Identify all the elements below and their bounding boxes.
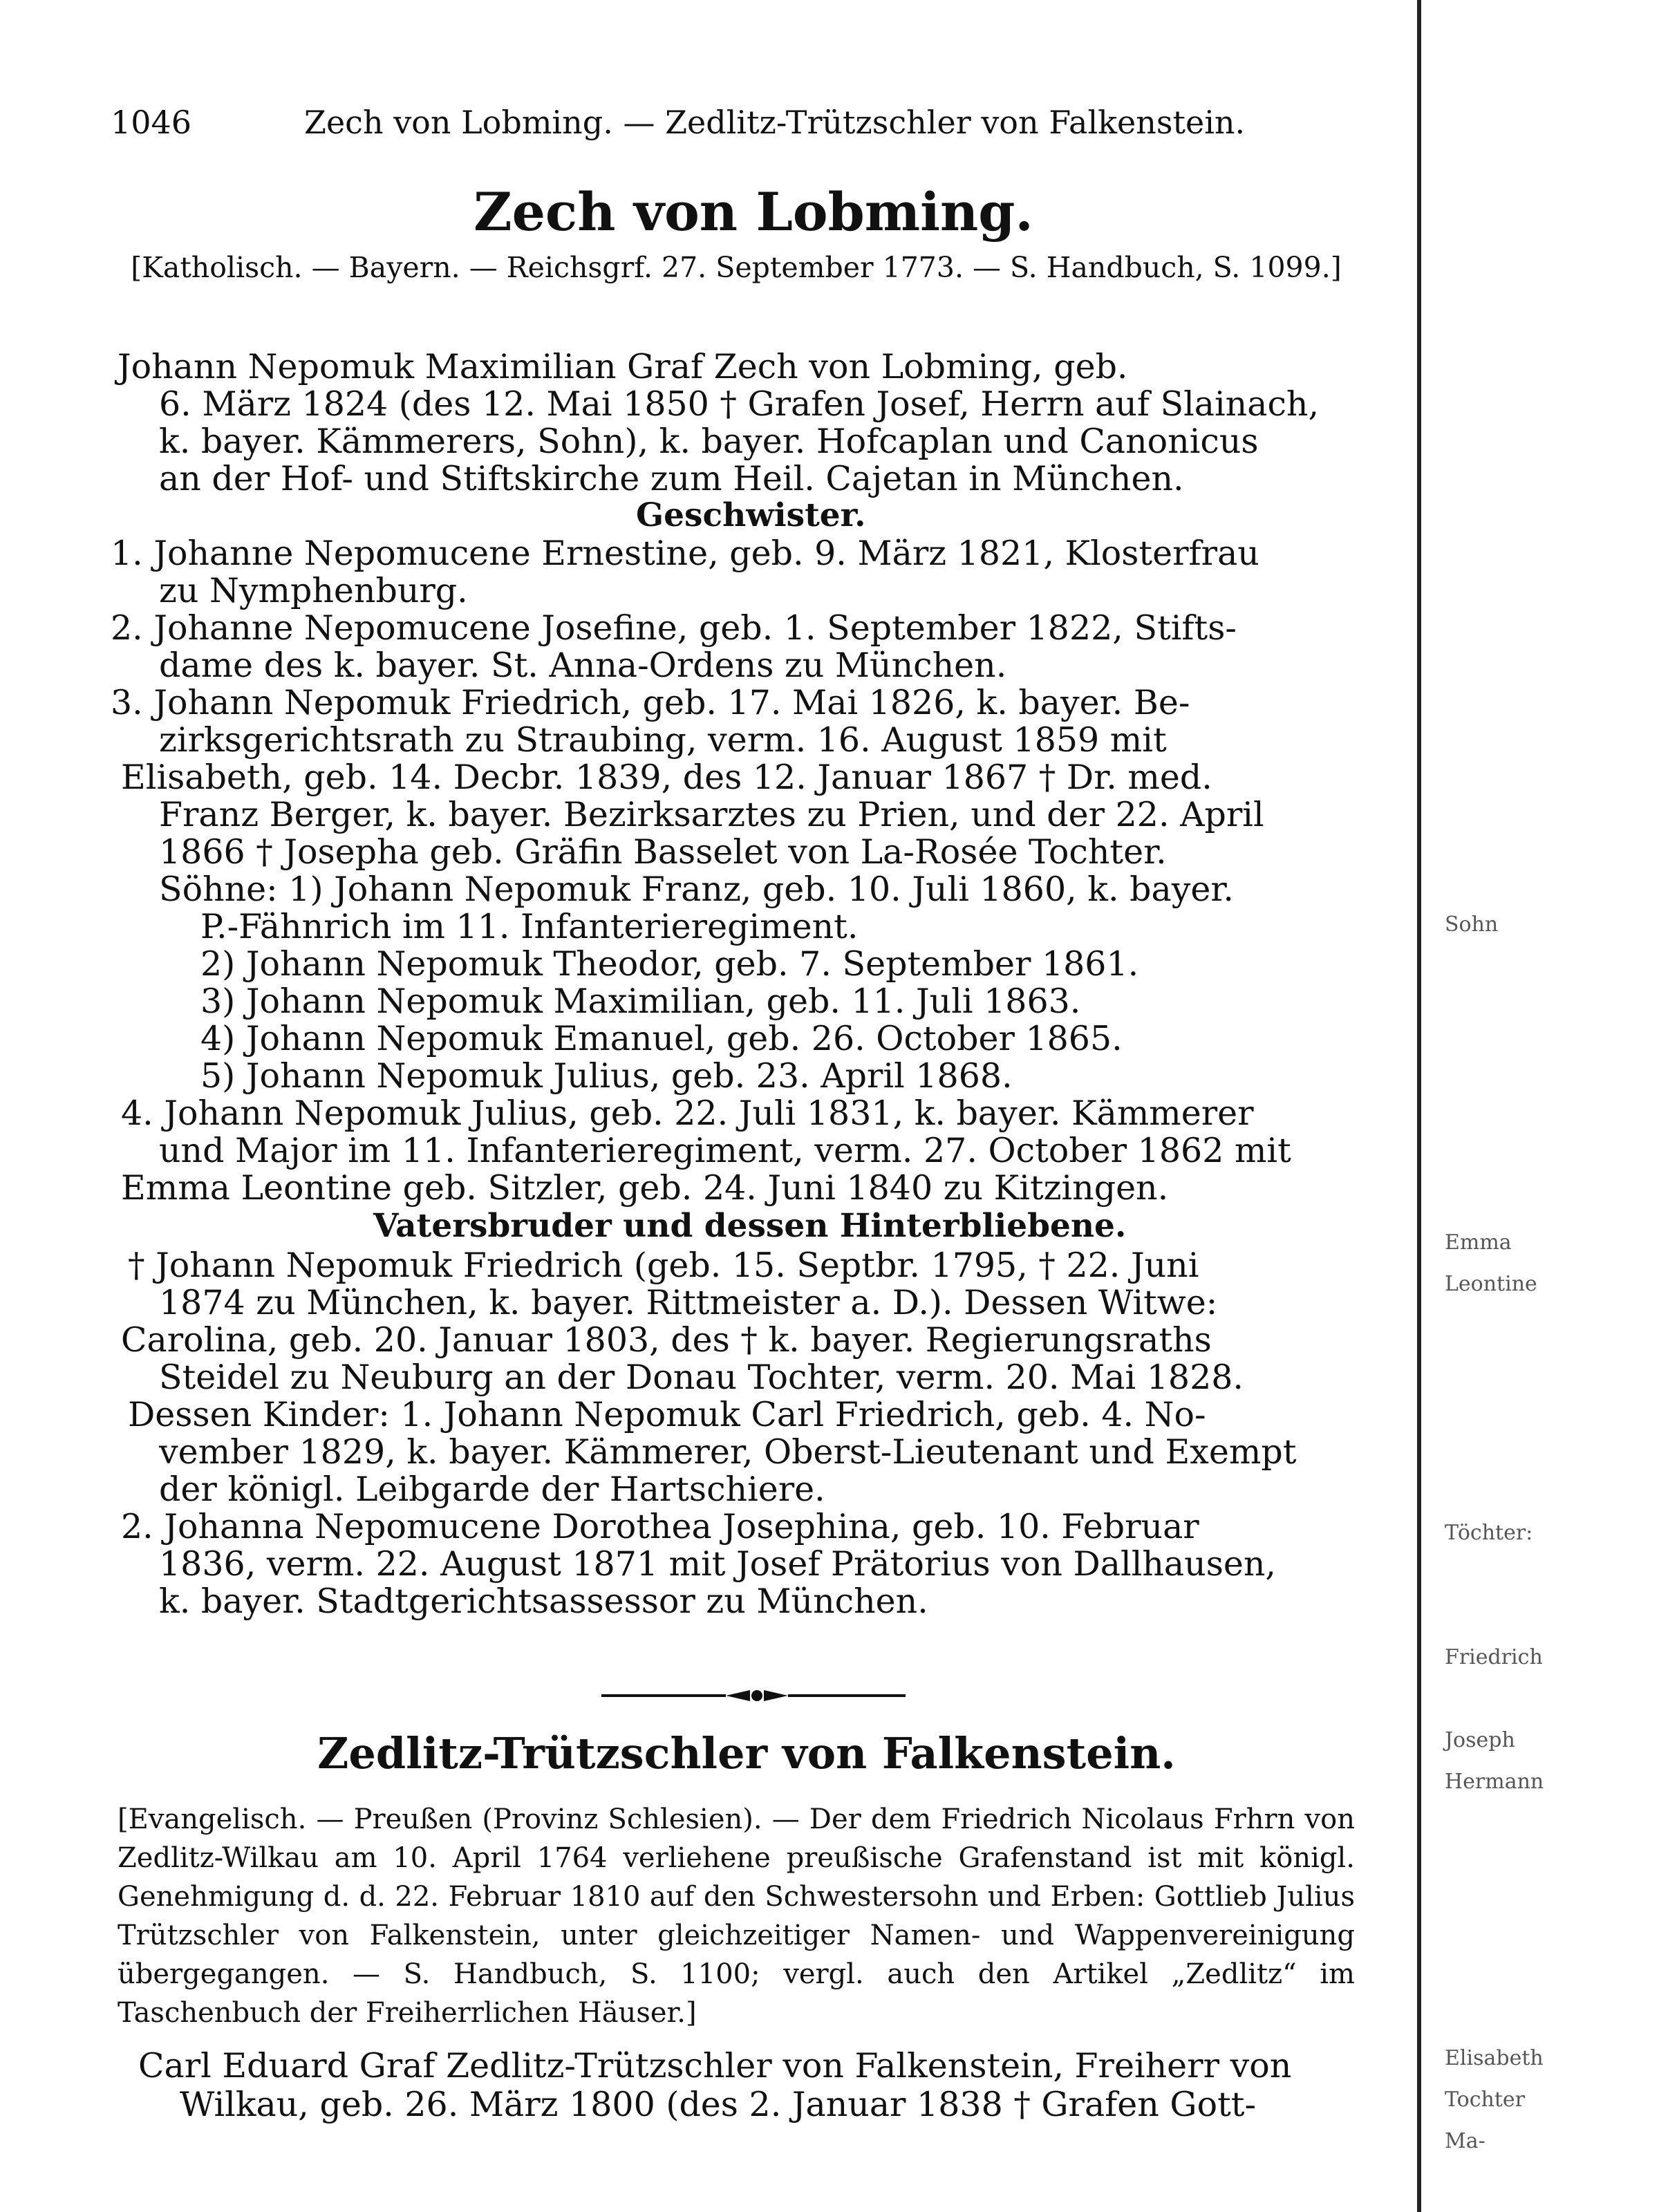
margin-fragment: Ma- xyxy=(1445,2129,1485,2153)
margin-fragment: Töchter: xyxy=(1445,1521,1533,1545)
sibling-line: 1866 † Josepha geb. Gräfin Basselet von La-Rosée Tochter. xyxy=(159,832,1167,872)
sibling-line: 2. Johanne Nepomucene Josefine, geb. 1. September 1822, Stifts- xyxy=(111,608,1237,648)
gutter-rule xyxy=(1417,0,1421,2212)
uncle-line: 1836, verm. 22. August 1871 mit Josef Prätorius von Dallhausen, xyxy=(159,1544,1276,1584)
head-entry-line: an der Hof- und Stiftskirche zum Heil. Cajetan in München. xyxy=(159,459,1184,498)
margin-fragment: Elisabeth xyxy=(1445,2046,1544,2070)
uncle-line: 1874 zu München, k. bayer. Rittmeister a. D.). Dessen Witwe: xyxy=(159,1283,1218,1322)
uncle-line: † Johann Nepomuk Friedrich (geb. 15. Septbr. 1795, † 22. Juni xyxy=(128,1246,1199,1285)
uncle-line: der königl. Leibgarde der Hartschiere. xyxy=(159,1470,825,1509)
sibling-line: dame des k. bayer. St. Anna-Ordens zu München. xyxy=(159,646,1007,685)
page-number: 1046 xyxy=(111,104,192,141)
adjacent-page-margin xyxy=(1417,0,1659,2212)
uncle-heading: Vatersbruder und dessen Hinterbliebene. xyxy=(373,1207,1127,1245)
section-title-zech: Zech von Lobming. xyxy=(474,181,1033,243)
margin-fragment: Leontine xyxy=(1445,1272,1537,1296)
margin-fragment: Joseph xyxy=(1445,1728,1515,1752)
uncle-line: Steidel zu Neuburg an der Donau Tochter, verm. 20. Mai 1828. xyxy=(159,1358,1244,1397)
sibling-line: 3. Johann Nepomuk Friedrich, geb. 17. Mai 1826, k. bayer. Be- xyxy=(111,683,1190,722)
uncle-line: Carolina, geb. 20. Januar 1803, des † k. bayer. Regierungsraths xyxy=(121,1320,1212,1360)
sibling-line: Söhne: 1) Johann Nepomuk Franz, geb. 10. Juli 1860, k. bayer. xyxy=(159,870,1235,909)
sibling-line: Franz Berger, k. bayer. Bezirksarztes zu Prien, und der 22. April xyxy=(159,795,1264,834)
siblings-heading: Geschwister. xyxy=(636,496,866,534)
sibling-line: und Major im 11. Infanterieregiment, verm. 27. October 1862 mit xyxy=(159,1131,1291,1170)
running-title: Zech von Lobming. — Zedlitz-Trützschler von Falkenstein. xyxy=(304,104,1246,141)
uncle-line: k. bayer. Stadtgerichtsassessor zu München. xyxy=(159,1582,928,1621)
section-note-zedlitz: [Evangelisch. — Preußen (Provinz Schlesien). — Der dem Friedrich Nicolaus Frhrn von Zedlitz-Wilkau am 10. April 1764 verliehene preußische Grafenstand ist mit königl. Genehmigung d. d. 22. Februar 1810 auf den Schwestersohn und Erben: Gottlieb Julius Trützschler von Falkenstein, unter gleichzeitiger Namen- und Wappenvereinigung übergegangen. — S. Handbuch, S. 1100; vergl. auch den Artikel „Zedlitz“ im Taschenbuch der Freiherrlichen Häuser.] xyxy=(118,1803,1355,2029)
margin-fragment: Friedrich xyxy=(1445,1645,1543,1669)
uncle-line: Dessen Kinder: 1. Johann Nepomuk Carl Friedrich, geb. 4. No- xyxy=(128,1395,1206,1434)
sibling-line: 1. Johanne Nepomucene Ernestine, geb. 9. März 1821, Klosterfrau xyxy=(111,534,1259,573)
margin-fragment: Sohn xyxy=(1445,912,1499,937)
sibling-line: Elisabeth, geb. 14. Decbr. 1839, des 12. Januar 1867 † Dr. med. xyxy=(121,758,1212,797)
sibling-line: 3) Johann Nepomuk Maximilian, geb. 11. Juli 1863. xyxy=(200,982,1081,1021)
section-divider-ornament xyxy=(601,1687,906,1705)
section-title-zedlitz: Zedlitz-Trützschler von Falkenstein. xyxy=(317,1728,1176,1779)
sibling-line: 2) Johann Nepomuk Theodor, geb. 7. September 1861. xyxy=(200,944,1139,984)
head-entry-line: k. bayer. Kämmerers, Sohn), k. bayer. Hofcaplan und Canonicus xyxy=(159,422,1259,461)
margin-fragment: Hermann xyxy=(1445,1770,1544,1794)
sibling-line: P.-Fähnrich im 11. Infanterieregiment. xyxy=(200,907,859,946)
sibling-line: 4) Johann Nepomuk Emanuel, geb. 26. October 1865. xyxy=(200,1019,1123,1058)
head-entry-line: Johann Nepomuk Maximilian Graf Zech von Lobming, geb. xyxy=(118,347,1128,386)
section-note-zech: [Katholisch. — Bayern. — Reichsgrf. 27. September 1773. — S. Handbuch, S. 1099.] xyxy=(131,251,1342,284)
sibling-line: 5) Johann Nepomuk Julius, geb. 23. April 1868. xyxy=(200,1056,1013,1096)
margin-fragment: Emma xyxy=(1445,1230,1512,1255)
sibling-line: Emma Leontine geb. Sitzler, geb. 24. Juni 1840 zu Kitzingen. xyxy=(121,1168,1169,1208)
uncle-line: vember 1829, k. bayer. Kämmerer, Oberst-Lieutenant und Exempt xyxy=(159,1432,1297,1472)
head-entry-line: Wilkau, geb. 26. März 1800 (des 2. Januar 1838 † Grafen Gott- xyxy=(180,2085,1257,2124)
uncle-line: 2. Johanna Nepomucene Dorothea Josephina, geb. 10. Februar xyxy=(121,1507,1199,1546)
sibling-line: zu Nymphenburg. xyxy=(159,571,468,610)
margin-fragment: Tochter xyxy=(1445,2088,1526,2112)
sibling-line: 4. Johann Nepomuk Julius, geb. 22. Juli 1831, k. bayer. Kämmerer xyxy=(121,1094,1254,1133)
head-entry-line: Carl Eduard Graf Zedlitz-Trützschler von Falkenstein, Freiherr von xyxy=(138,2046,1292,2086)
sibling-line: zirksgerichtsrath zu Straubing, verm. 16. August 1859 mit xyxy=(159,720,1167,760)
head-entry-line: 6. März 1824 (des 12. Mai 1850 † Grafen Josef, Herrn auf Slainach, xyxy=(159,384,1320,424)
